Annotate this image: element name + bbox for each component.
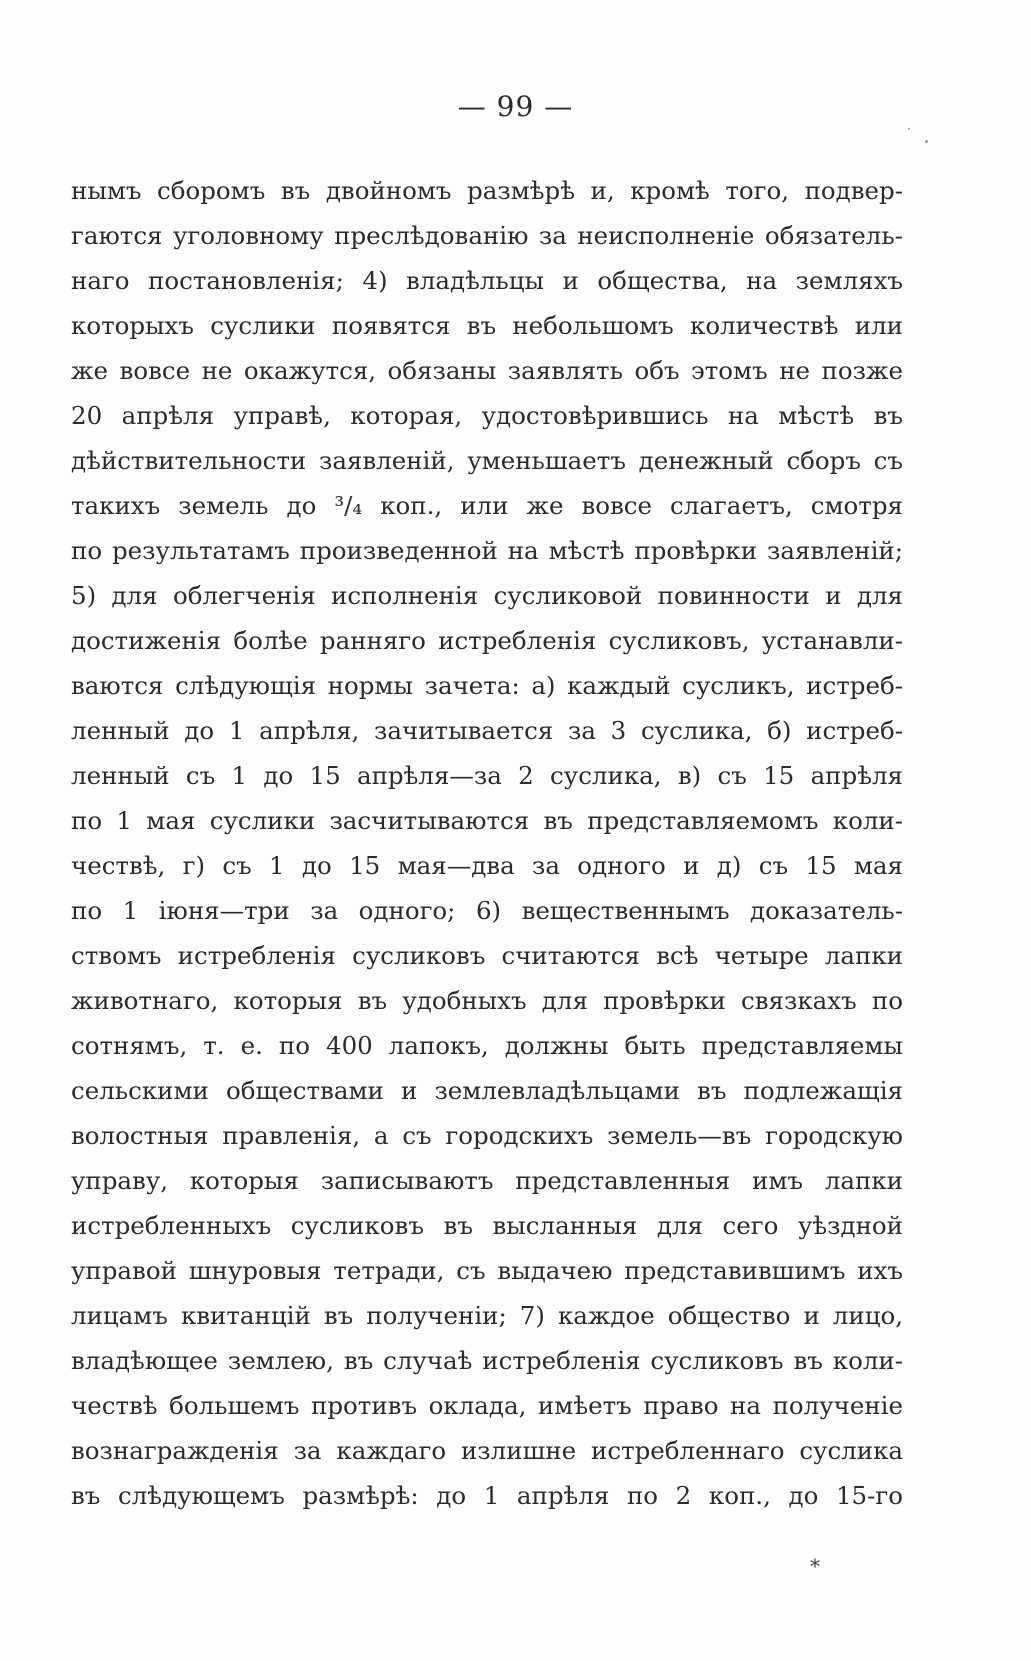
text-line: вознагражденія за каждаго излишне истребленнаго суслика (71, 1436, 903, 1465)
text-line: волостныя правленія, а съ городскихъ земель—въ городскую (71, 1121, 903, 1150)
text-line: 5) для облегченія исполненія сусликовой повинности и для (71, 581, 903, 610)
text-line: наго постановленія; 4) владѣльцы и общества, на земляхъ (71, 266, 903, 295)
text-line: управой шнуровыя тетради, съ выдачею представившимъ ихъ (71, 1256, 903, 1285)
text-line: же вовсе не окажутся, обязаны заявлять объ этомъ не позже (71, 356, 903, 385)
text-line: гаются уголовному преслѣдованію за неисполненіе обязатель- (71, 221, 903, 250)
footnote-asterisk: * (810, 1554, 820, 1578)
text-line: лицамъ квитанцій въ полученіи; 7) каждое общество и лицо, (71, 1301, 903, 1330)
text-line: въ слѣдующемъ размѣрѣ: до 1 апрѣля по 2 коп., до 15-го (71, 1481, 903, 1510)
text-line: которыхъ суслики появятся въ небольшомъ количествѣ или (71, 311, 903, 340)
text-line: дѣйствительности заявленій, уменьшаетъ денежный сборъ съ (71, 446, 903, 475)
text-line: нымъ сборомъ въ двойномъ размѣрѣ и, кромѣ того, подвер- (71, 176, 903, 205)
body-text (71, 168, 903, 1518)
text-line: ваются слѣдующія нормы зачета: а) каждый сусликъ, истреб- (71, 671, 903, 700)
text-line: такихъ земель до ³/₄ коп., или же вовсе слагаетъ, смотря (71, 491, 903, 520)
text-line: сельскими обществами и землевладѣльцами въ подлежащія (71, 1076, 903, 1105)
text-line: управу, которыя записываютъ представленныя имъ лапки (71, 1166, 903, 1195)
text-line: ленный съ 1 до 15 апрѣля—за 2 суслика, в) съ 15 апрѣля (71, 761, 903, 790)
text-line: 20 апрѣля управѣ, которая, удостовѣрившись на мѣстѣ въ (71, 401, 903, 430)
page-number: — 99 — (457, 90, 574, 123)
text-line: по 1 іюня—три за одного; 6) вещественнымъ доказатель- (71, 896, 903, 925)
text-line: по 1 мая суслики засчитываются въ представляемомъ коли- (71, 806, 903, 835)
text-line: сотнямъ, т. е. по 400 лапокъ, должны быть представляемы (71, 1031, 903, 1060)
text-line: ленный до 1 апрѣля, зачитывается за 3 суслика, б) истреб- (71, 716, 903, 745)
paper-speck (925, 140, 928, 143)
text-line: по результатамъ произведенной на мѣстѣ провѣрки заявленій; (71, 536, 903, 565)
text-line: чествѣ, г) съ 1 до 15 мая—два за одного и д) съ 15 мая (71, 851, 903, 880)
text-line: животнаго, которыя въ удобныхъ для провѣрки связкахъ по (71, 986, 903, 1015)
text-line: достиженія болѣе ранняго истребленія сусликовъ, устанавли- (71, 626, 903, 655)
text-line: чествѣ большемъ противъ оклада, имѣетъ право на полученіе (71, 1391, 903, 1420)
text-line: истребленныхъ сусликовъ въ высланныя для сего уѣздной (71, 1211, 903, 1240)
text-line: ствомъ истребленія сусликовъ считаются всѣ четыре лапки (71, 941, 903, 970)
text-line: владѣющее землею, въ случаѣ истребленія сусликовъ въ коли- (71, 1346, 903, 1375)
paper-speck (908, 128, 910, 130)
